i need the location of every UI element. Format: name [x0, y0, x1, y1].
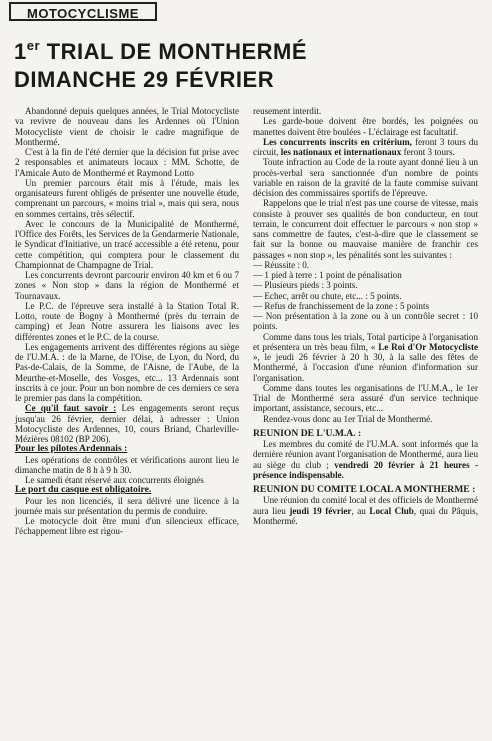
paragraph-text: , au [351, 505, 370, 516]
paragraph: Les engagements arrivent des différentes régions au siège de l'U.M.A. : de la Marne, de l'Oise, de Lyon, du Nord, du Pas-de-Calais, de la Somme, de l'Aisne, de l'Aube, de la Meurthe-et-Moselle, des Vosges, etc... 13 Ardennais sont inscrits à ce jour. Pour un bon nombre de ces derniers ce sera le premier pas dans la compétition. [15, 341, 239, 403]
paragraph: Le P.C. de l'épreuve sera installé à la Station Total R. Lotto, route de Bogny à Monthermé (près du terrain de camping) et Jean Notre assurera les liaisons avec les différentes zones et le P.C. de la course. [15, 300, 239, 342]
headline-line-2: DIMANCHE 29 FÉVRIER [14, 67, 275, 92]
paragraph-emphasis: les nationaux et internationaux [280, 147, 402, 157]
paragraph: Abandonné depuis quelques années, le Trial Motocycliste va revivre de nouveau dans les Ardennes où l'Union Motocycliste vient de choisir le cadre magnifique de Monthermé. [15, 106, 239, 147]
paragraph-text: , quai du Pâquis, Monthermé. [253, 505, 478, 526]
paragraph: Les concurrents devront parcourir environ 40 km et 6 ou 7 zones « Non stop » dans la région de Monthermé et Tournavaux. [15, 270, 239, 301]
subheading-helmet: Le port du casque est obligatoire. [15, 484, 152, 496]
paragraph-text: Les membres du comité de l'U.M.A. sont informés que la dernière réunion avant l'organisation de Monthermé, aura lieu au siège du club ; [253, 439, 478, 470]
headline-line-1 [14, 32, 484, 66]
paragraph: Rappelons que le trial n'est pas une course de vitesse, mais consiste à prouver ses qualités de bon conducteur, en tout terrain, le concurrent doit effectuer le parcours « non stop » sans commettre de fautes, c'est-à-dire que le classement se fait sur la bonne ou mauvaise manière de franchir ces passages « non stop », les pénalités sont les suivantes : [253, 198, 478, 260]
paragraph [253, 495, 478, 526]
paragraph-lead: Ce qu'il faut savoir : [25, 403, 117, 414]
paragraph [15, 403, 239, 444]
paragraph-emphasis: jeudi 19 février [289, 505, 352, 516]
paragraph-text: feront 3 tours. [401, 147, 455, 157]
paragraph-lead: Les concurrents inscrits en critérium, [263, 136, 412, 147]
penalty-item: — Non présentation à la zone ou à un contrôle secret : 10 points. [253, 311, 478, 332]
film-title: Le Roi d'Or Motocycliste [378, 341, 479, 352]
paragraph: C'est à la fin de l'été dernier que la décision fut prise avec 2 responsables et animateurs locaux : MM. Schotte, de l'Amicale Auto de Monthermé et Raymond Lotto [15, 147, 239, 178]
paragraph: Comme dans toutes les organisations de l'U.M.A., le 1er Trial de Monthermé sera assuré d'un service technique important, assistance, secours, etc... [253, 382, 478, 414]
paragraph [253, 137, 478, 158]
paragraph [253, 332, 478, 383]
paragraph: Les garde-boue doivent être bordés, les poignées ou manettes doivent être boulées - L'éclairage est facultatif. [253, 116, 478, 137]
subheading-ardennais: Pour les pilotes Ardennais : [15, 443, 128, 455]
paragraph: Le samedi étant réservé aux concurrents éloignés [25, 475, 204, 485]
paragraph-emphasis: Local Club [369, 505, 414, 516]
paragraph: Toute infraction au Code de la route ayant donné lieu à un procès-verbal sera sanctionnée d'un nombre de points variable en raison de la gravité de la faute commise suivant décision des commissaires sportifs de l'épreuve. [253, 157, 478, 198]
paragraph [253, 439, 478, 480]
paragraph-text: Comme dans tous les trials, Total participe à l'organisation et présentera un très beau film, « [253, 331, 478, 352]
headline-title: TRIAL DE MONTHERMÉ [40, 39, 308, 64]
headline-ordinal-suffix: er [26, 38, 41, 53]
section-kicker: MOTOCYCLISME [9, 2, 157, 21]
paragraph-text: », le jeudi 26 février à 20 h 30, à la salle des fêtes de Monthermé, à l'occasion d'une réunion d'information sur l'organisation. [253, 352, 478, 383]
headline [14, 32, 484, 94]
paragraph-text: Une réunion du comité local et des officiels de Monthermé aura lieu [253, 495, 478, 516]
paragraph-emphasis: vendredi 20 février à 21 heures - présence indispensable. [253, 459, 478, 480]
penalty-item: — Refus de franchissement de la zone : 5 points [253, 300, 430, 311]
paragraph: Un premier parcours était mis à l'étude, mais les organisateurs furent obligés de présenter une nouvelle étude, comprenant un parcours, « moins trial », mais qui sera, nous en sommes certains, très sélectif. [15, 177, 239, 219]
penalty-item: — Réussite : 0. [253, 259, 310, 270]
penalty-item: — 1 pied à terre : 1 point de pénalisation [253, 270, 402, 280]
paragraph: Le motocycle doit être muni d'un silencieux efficace, l'échappement libre est rigou- [15, 516, 239, 537]
paragraph-text: Les engagements seront reçus jusqu'au 26 février, dernier délai, à adresser : Union Motocycliste des Ardennes, 10, cours Briand, Charleville-Mézières 08102 (BP 206). [15, 403, 239, 444]
penalty-item: — Echec, arrêt ou chute, etc... : 5 points. [253, 290, 402, 301]
subheading-uma-meeting: REUNION DE L'U.M.A. : [253, 427, 362, 439]
paragraph: Pour les non licenciés, il sera délivré une licence à la journée mais sur présentation du permis de conduire. [15, 495, 239, 516]
paragraph: Avec le concours de la Municipalité de Monthermé, l'Office des Forêts, les Services de la Gendarmerie Nationale, le Syndicat d'Initiative, un tracé accessible a été retenu, pour cette compétition, qui comptera pour le classement du Championnat de Champagne de Trial. [15, 218, 239, 270]
headline-ordinal-number: 1 [14, 39, 27, 64]
subheading-local-committee: REUNION DU COMITE LOCAL A MONTHERME : [253, 484, 476, 495]
paragraph: reusement interdit. [253, 106, 322, 116]
paragraph: Rendez-vous donc au 1er Trial de Monthermé. [263, 413, 433, 424]
right-column [253, 106, 478, 526]
paragraph: Les opérations de contrôles et vérifications auront lieu le dimanche matin de 8 h à 9 h 30. [15, 454, 239, 475]
left-column [15, 106, 239, 537]
penalty-item: — Plusieurs pieds : 3 points. [253, 280, 358, 291]
paragraph-text: feront 3 tours du circuit, [253, 136, 478, 157]
